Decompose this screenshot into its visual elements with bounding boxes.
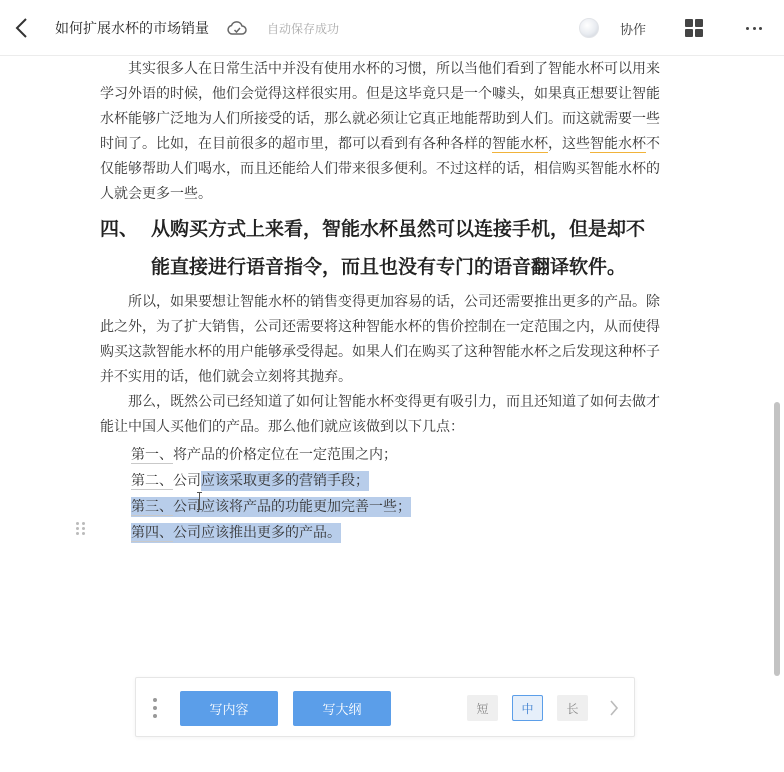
text-selection[interactable]: 第四、公司应该推出更多的产品。 [131, 525, 341, 541]
document-title[interactable]: 如何扩展水杯的市场销量 [55, 21, 209, 37]
drag-handle-icon[interactable] [76, 522, 86, 538]
text-cursor [199, 492, 204, 510]
list-item[interactable] [131, 520, 660, 546]
text-selection[interactable]: 应该采取更多的营销手段； [201, 473, 369, 489]
spellcheck-underline[interactable]: 智能水杯 [492, 136, 548, 152]
document-body[interactable] [100, 57, 660, 546]
paragraph[interactable]: 那么，既然公司已经知道了如何让智能水杯变得更有吸引力，而且还知道了如何去做才能让中国人买他们的产品。那么他们就应该做到以下几点： [100, 394, 660, 435]
save-status: 自动保存成功 [267, 22, 340, 36]
heading-text: 从购买方式上来看，智能水杯虽然可以连接手机，但是却不能直接进行语音指令，而且也没有专门的语音翻译软件。 [151, 218, 646, 278]
more-icon[interactable] [742, 17, 766, 39]
length-short-button[interactable]: 短 [467, 695, 498, 721]
next-button[interactable] [604, 696, 624, 720]
back-icon [14, 17, 28, 39]
toolbar-drag-icon[interactable] [153, 698, 157, 718]
scrollbar-thumb[interactable] [774, 402, 780, 676]
back-button[interactable] [8, 14, 34, 42]
write-content-button[interactable]: 写内容 [180, 691, 278, 726]
text-selection[interactable]: 第三、公司应该将产品的功能更加完善一些； [131, 499, 411, 515]
heading-number: 四、 [100, 218, 139, 240]
cloud-sync-icon [226, 17, 248, 39]
chevron-right-icon [609, 699, 619, 717]
grid-apps-icon[interactable] [685, 19, 703, 37]
length-medium-button[interactable]: 中 [512, 695, 543, 721]
paragraph[interactable]: 所以，如果要想让智能水杯的销售变得更加容易的话，公司还需要推出更多的产品。除此之外，为了扩大销售，公司还需要将这种智能水杯的售价控制在一定范围之内，从而使得购买这款智能水杯的用户能够承受得起。如果人们在购买了这种智能水杯之后发现这种杯子并不实用的话，他们就会立刻将其抛弃。 [100, 294, 660, 385]
top-bar [0, 0, 784, 56]
list-item[interactable] [131, 494, 660, 520]
list [100, 442, 660, 546]
section-heading[interactable] [100, 210, 660, 286]
write-outline-button[interactable]: 写大纲 [293, 691, 391, 726]
ai-writing-toolbar [135, 677, 635, 737]
collaborate-button[interactable]: 协作 [620, 23, 647, 38]
list-item[interactable]: 第一、将产品的价格定位在一定范围之内； [131, 447, 397, 463]
list-item[interactable]: 第二、公司应该采取更多的营销手段； [131, 473, 369, 489]
spellcheck-underline[interactable]: 智能水杯 [590, 136, 646, 152]
length-long-button[interactable]: 长 [557, 695, 588, 721]
avatar[interactable] [579, 18, 599, 38]
paragraph[interactable]: 其实很多人在日常生活中并没有使用水杯的习惯，所以当他们看到了智能水杯可以用来学习外语的时候，他们会觉得这样很实用。但是这毕竟只是一个噱头，如果真正想要让智能水杯能够广泛地为人们所接受的话，那么就必须让它真正地能帮助到人们。而这就需要一些时间了。比如，在目前很多的超市里，都可以看到有各种各样的智能水杯，这些智能水杯不仅能够帮助人们喝水，而且还能给人们带来很多便利。不过这样的话，相信购买智能水杯的人就会更多一些。 [100, 61, 660, 202]
